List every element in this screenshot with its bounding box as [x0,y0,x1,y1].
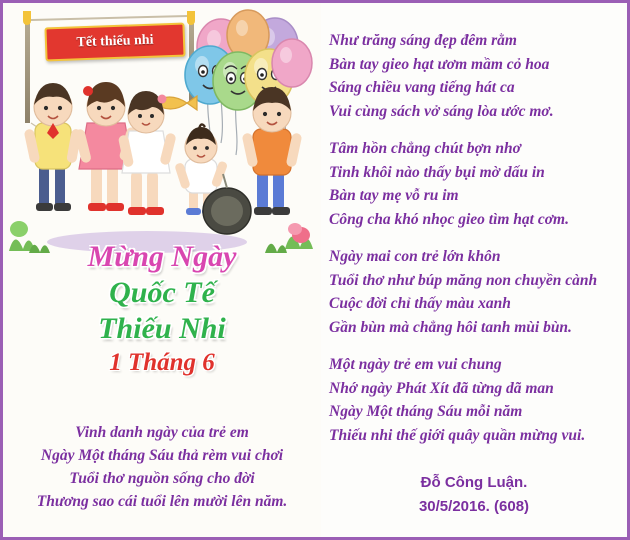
poem-line: Một ngày trẻ em vui chung [329,356,502,373]
title-block [3,239,321,379]
children-group-icon [3,3,321,243]
poem-line: Gần bùn mà chẳng hôi tanh mùi bùn. [329,318,572,336]
poem-line: Công cha khó nhọc gieo tìm hạt cơm. [329,210,569,228]
left-verse-line: Vinh danh ngày của trẻ em [75,424,249,441]
left-verse [7,421,317,513]
poem-line: Ngày mai con trẻ lớn khôn [329,248,501,265]
title-line-3: Thiếu Nhi [98,312,226,345]
child-orange-boy-icon [242,87,303,215]
poem-line: Nhớ ngày Phát Xít đã từng dã man [329,379,554,397]
poem-line: Tâm hồn chẳng chút bợn nhơ [329,140,521,157]
poem-line: Sáng chiều vang tiếng hát ca [329,79,515,96]
poem-line: Ngày Một tháng Sáu mỗi năm [329,403,523,420]
left-verse-line: Thương sao cái tuổi lên mười lên năm. [36,493,288,510]
left-verse-line: Ngày Một tháng Sáu thả rèm vui chơi [40,447,284,464]
signature-block [321,471,627,519]
poem-panel [321,3,627,537]
child-yellow-boy-icon [24,83,82,211]
poem-stanza [329,245,617,339]
festival-banner-label: Tết thiếu nhi [76,32,154,51]
poem-stanza [329,29,617,123]
author-name: Đỗ Công Luận. [420,474,528,491]
signature-date: 30/5/2016. (608) [418,498,530,515]
title-line-2: Quốc Tế [109,276,215,309]
poem-line: Vui cùng sách vở sáng lòa ước mơ. [329,102,554,120]
poem-line: Tinh khôi nào thấy bụi mờ dấu in [329,163,545,181]
title-date: 1 Tháng 6 [109,349,215,376]
illustration-panel [3,3,321,537]
poem-line: Thiếu nhi thế giới quây quần mừng vui. [329,426,586,444]
child-white-girl-icon [118,91,177,215]
poem-stanza [329,137,617,231]
title-line-1: Mừng Ngày [87,240,237,273]
left-verse-line: Tuổi thơ nguồn sống cho đời [69,470,255,487]
poem-line: Bàn tay gieo hạt ươm mầm cỏ hoa [329,55,550,73]
poem-line: Như trăng sáng đẹp đêm rằm [329,32,517,49]
poem-line: Bàn tay mẹ vỗ ru im [329,187,459,204]
poem-stanza [329,353,617,447]
poem-line: Cuộc đời chỉ thấy màu xanh [329,295,511,312]
poem-line: Tuổi thơ như búp măng non chuyền cành [329,271,598,289]
